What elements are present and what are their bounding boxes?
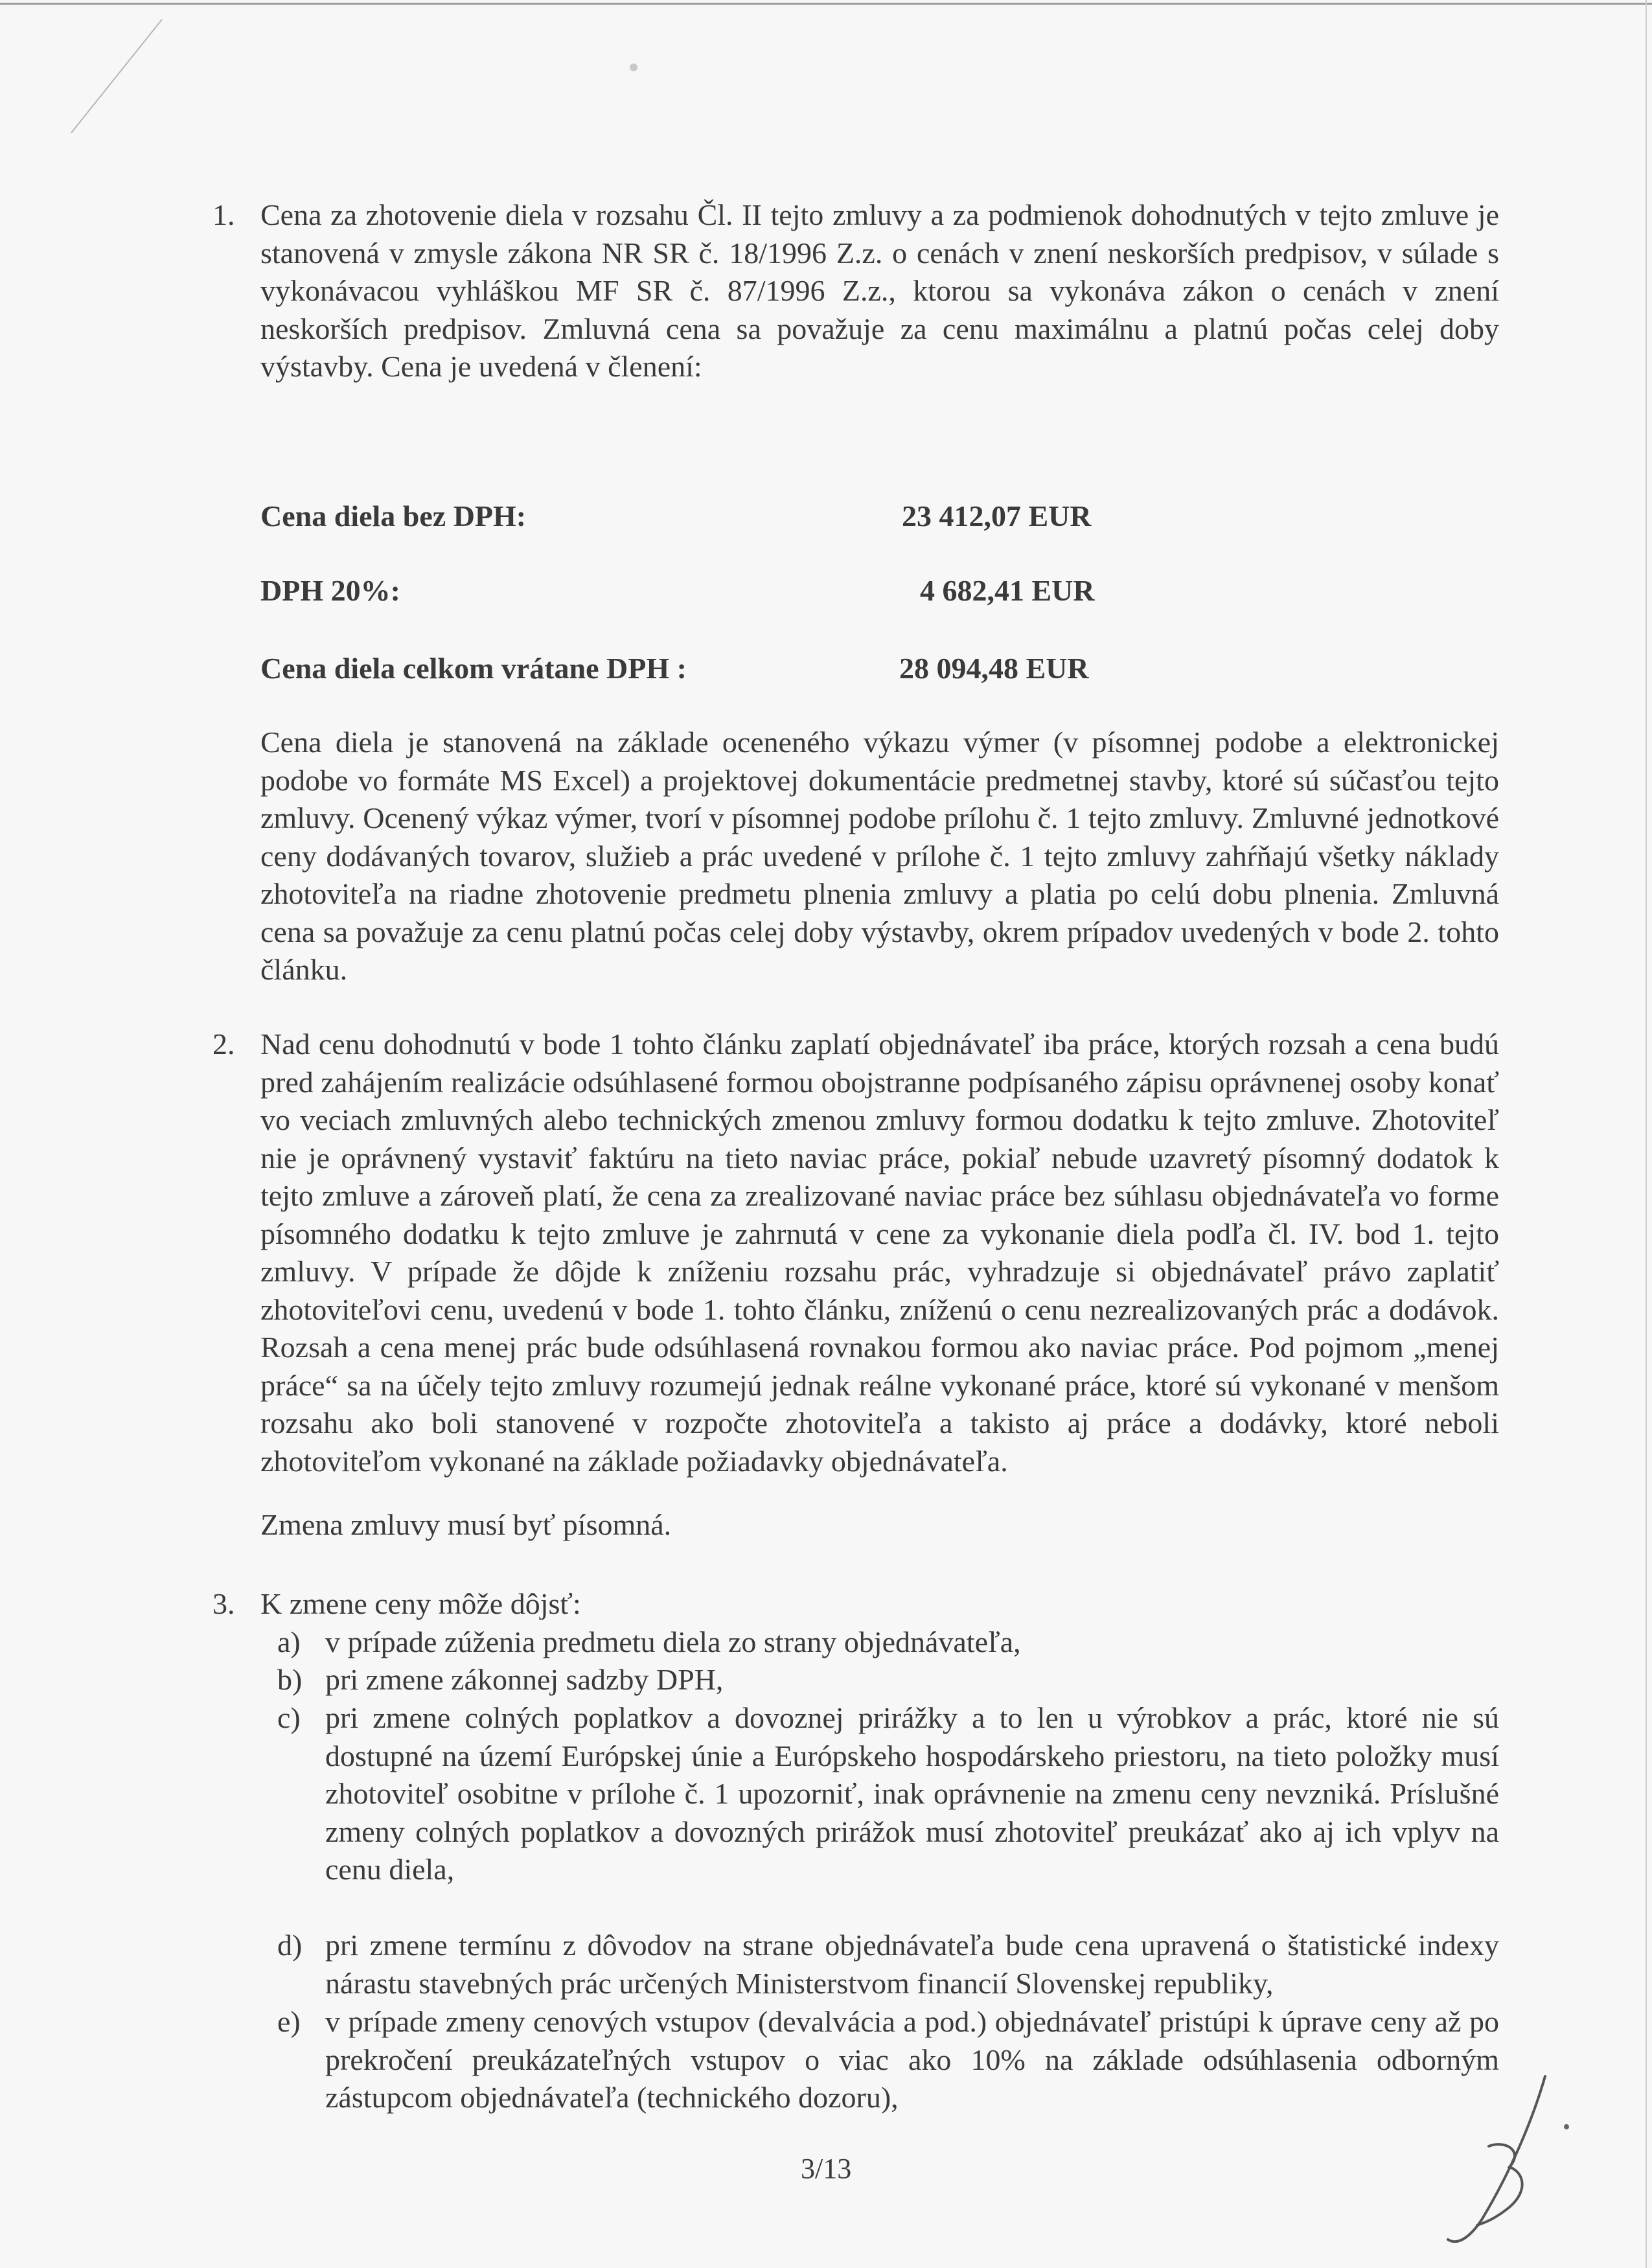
price-value: 28 094,48 EUR — [899, 652, 1089, 685]
price-label: Cena diela celkom vrátane DPH : — [260, 652, 687, 685]
price-value: 23 412,07 EUR — [902, 499, 1092, 533]
section-number: 1. — [212, 198, 235, 231]
list-item-text: pri zmene termínu z dôvodov na strane objednávateľa bude cena upravená o štatistické indexy nárastu stavebných prác určených Ministerstvom financií Slovenskej republiky, — [325, 1929, 1499, 2000]
page-number: 3/13 — [801, 2153, 852, 2184]
section3-intro: K zmene ceny môže dôjsť: — [260, 1587, 581, 1620]
list-item-letter: b) — [277, 1663, 303, 1696]
list-item-letter: d) — [277, 1929, 303, 1962]
price-label: Cena diela bez DPH: — [260, 499, 527, 533]
section1-intro: Cena za zhotovenie diela v rozsahu Čl. II tejto zmluvy a za podmienok dohodnutých v tejto zmluve je stanovená v zmysle zákona NR SR č. 18/1996 Z.z. o cenách v znení neskorších predpisov, v súlade s vykonávacou vyhláškou MF SR č. 87/1996 Z.z., ktorou sa vykonáva zákon o cenách v znení neskorších predpisov. Zmluvná cena sa považuje za cenu maximálnu a platnú počas celej doby výstavby. Cena je uvedená v členení: — [260, 198, 1499, 383]
section1-basis: Cena diela je stanovená na základe oceneného výkazu výmer (v písomnej podobe a elektronickej podobe vo formáte MS Excel) a projektovej dokumentácie predmetnej stavby, ktoré sú súčasťou tejto zmluvy. Ocenený výkaz výmer, tvorí v písomnej podobe prílohu č. 1 tejto zmluvy. Zmluvné jednotkové ceny dodávaných tovarov, služieb a prác uvedené v prílohe č. 1 tejto zmluvy zahŕňajú všetky náklady zhotoviteľa na riadne zhotovenie predmetu plnenia zmluvy a platia po celú dobu plnenia. Zmluvná cena sa považuje za cenu platnú počas celej doby výstavby, okrem prípadov uvedených v bode 2. tohto článku. — [260, 726, 1499, 986]
price-value: 4 682,41 EUR — [920, 574, 1095, 607]
list-item-text: v prípade zúženia predmetu diela zo strany objednávateľa, — [325, 1625, 1021, 1658]
list-item-letter: c) — [277, 1701, 301, 1734]
section2-text: Nad cenu dohodnutú v bode 1 tohto článku zaplatí objednávateľ iba práce, ktorých rozsah a cena budú pred zahájením realizácie odsúhlasené formou obojstranne podpísaného zápisu oprávnenej osoby konať vo veciach zmluvných alebo technických zmenou zmluvy formou dodatku k tejto zmluve. Zhotoviteľ nie je oprávnený vystaviť faktúru na tieto naviac práce, pokiaľ nebude uzavretý písomný dodatok k tejto zmluve a zároveň platí, že cena za zrealizované naviac práce bez súhlasu objednávateľa vo forme písomného dodatku k tejto zmluve je zahrnutá v cene za vykonanie diela podľa čl. IV. bod 1. tejto zmluvy. V prípade že dôjde k zníženiu rozsahu prác, vyhradzuje si objednávateľ právo zaplatiť zhotoviteľovi cenu, uvedenú v bode 1. tohto článku, zníženú o cenu nezrealizovaných prác a dodávok. Rozsah a cena menej prác bude odsúhlasená rovnakou formou ako naviac práce. Pod pojmom „menej práce“ sa na účely tejto zmluvy rozumejú jednak reálne vykonané práce, ktoré sú vykonané v menšom rozsahu ako boli stanovené v rozpočte zhotoviteľa a takisto aj práce a dodávky, ktoré neboli zhotoviteľom vykonané na základe požiadavky objednávateľa. — [260, 1027, 1499, 1478]
list-item-text: v prípade zmeny cenových vstupov (devalvácia a pod.) objednávateľ pristúpi k úprave ceny až po prekročení preukázateľných vstupov o viac ako 10% na základe odsúhlasenia odborným zástupcom objednávateľa (technického dozoru), — [325, 2005, 1499, 2114]
list-item-text: pri zmene zákonnej sadzby DPH, — [325, 1663, 724, 1696]
section2-final: Zmena zmluvy musí byť písomná. — [260, 1508, 672, 1541]
list-item-letter: e) — [277, 2005, 301, 2038]
section-number: 2. — [212, 1027, 235, 1060]
section-number: 3. — [212, 1587, 235, 1620]
list-item-text: pri zmene colných poplatkov a dovoznej prirážky a to len u výrobkov a prác, ktoré nie sú dostupné na území Európskej únie a Európskeho hospodárskeho priestoru, na tieto položky musí zhotoviteľ osobitne v prílohe č. 1 upozorniť, inak oprávnenie na zmenu ceny nevzniká. Príslušné zmeny colných poplatkov a dovozných prirážok musí zhotoviteľ preukázať ako aj ich vplyv na cenu diela, — [325, 1701, 1499, 1886]
price-label: DPH 20%: — [260, 574, 400, 607]
list-item-letter: a) — [277, 1625, 301, 1658]
handwritten-initials — [1412, 2070, 1581, 2258]
